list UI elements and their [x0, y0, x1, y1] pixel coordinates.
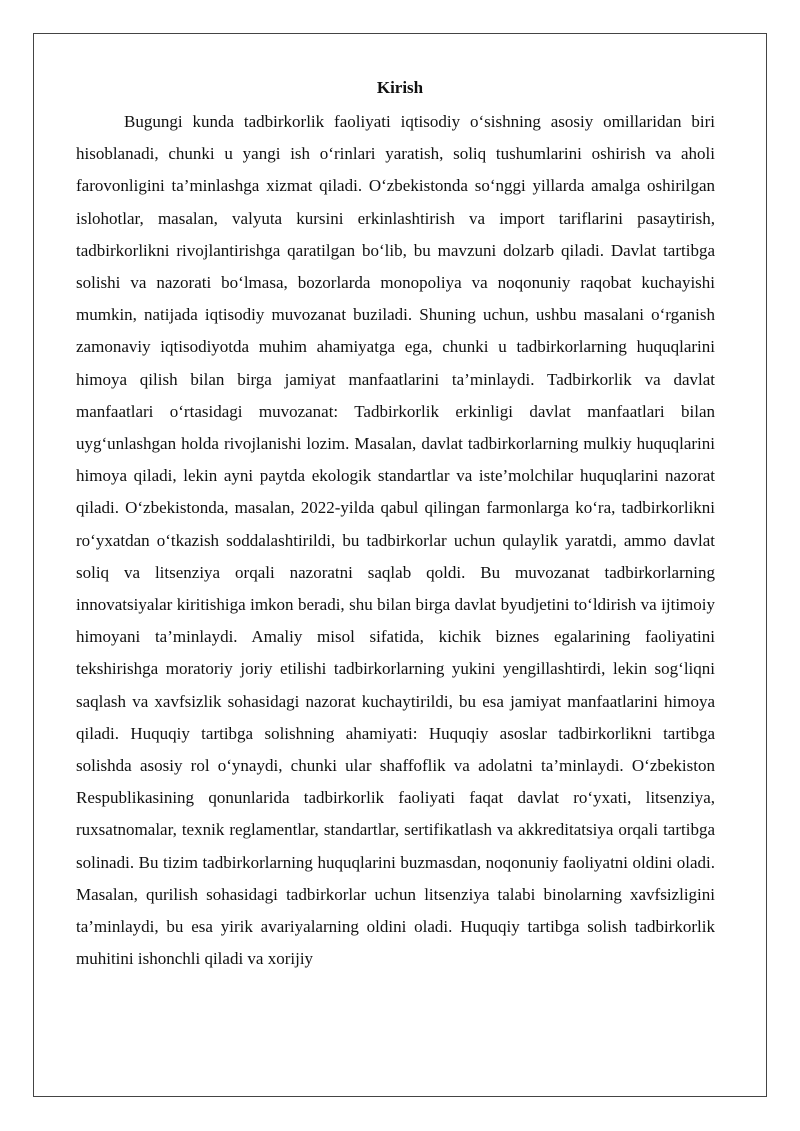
- document-title: Kirish: [376, 78, 424, 97]
- body-paragraph: Bugungi kunda tadbirkorlik faoliyati iqtisodiy o‘sishning asosiy omillaridan biri hisoblanadi, chunki u yangi ish o‘rinlari yaratish, soliq tushumlarini oshirish va aholi farovonligini ta’minlashga xizmat qiladi. O‘zbekistonda so‘nggi yillarda amalga oshirilgan islohotlar, masalan, valyuta kursini erkinlashtirish va import tariflarini pasaytirish, tadbirkorlikni rivojlantirishga qaratilgan bo‘lib, bu mavzuni dolzarb qiladi. Davlat tartibga solishi va nazorati bo‘lmasa, bozorlarda monopoliya va noqonuniy raqobat kuchayishi mumkin, natijada iqtisodiy muvozanat buziladi. Shuning uchun, ushbu masalani o‘rganish zamonaviy iqtisodiyotda muhim ahamiyatga ega, chunki u tadbirkorlarning huquqlarini himoya qilish bilan birga jamiyat manfaatlarini ta’minlaydi. Tadbirkorlik va davlat manfaatlari o‘rtasidagi muvozanat: Tadbirkorlik erkinligi davlat manfaatlari bilan uyg‘unlashgan holda rivojlanishi lozim. Masalan, davlat tadbirkorlarning mulkiy huquqlarini himoya qiladi, lekin ayni paytda ekologik standartlar va iste’molchilar huquqlarini nazorat qiladi. O‘zbekistonda, masalan, 2022-yilda qabul qilingan farmonlarga ko‘ra, tadbirkorlikni ro‘yxatdan o‘tkazish soddalashtirildi, bu tadbirkorlar uchun qulaylik yaratdi, ammo davlat soliq va litsenziya orqali nazoratni saqlab qoldi. Bu muvozanat tadbirkorlarning innovatsiyalar kiritishiga imkon beradi, shu bilan birga davlat byudjetini to‘ldirish va ijtimoiy himoyani ta’minlaydi. Amaliy misol sifatida, kichik biznes egalarining faoliyatini tekshirishga moratoriy joriy etilishi tadbirkorlarning yukini yengillashtirdi, lekin sog‘liqni saqlash va xavfsizlik sohasidagi nazorat kuchaytirildi, bu esa jamiyat manfaatlarini himoya qiladi. Huquqiy tartibga solishning ahamiyati: Huquqiy asoslar tadbirkorlikni tartibga solishda asosiy rol o‘ynaydi, chunki ular shaffoflik va adolatni ta’minlaydi. O‘zbekiston Respublikasining qonunlarida tadbirkorlik faoliyati faqat davlat ro‘yxati, litsenziya, ruxsatnomalar, texnik reglamentlar, standartlar, sertifikatlash va akkreditatsiya orqali tartibga solinadi. Bu tizim tadbirkorlarning huquqlarini buzmasdan, noqonuniy faoliyatni oldini oladi. Masalan, qurilish sohasidagi tadbirkorlar uchun litsenziya talabi binolarning xavfsizligini ta’minlaydi, bu esa yirik avariyalarning oldini oladi. Huquqiy tartibga solish tadbirkorlik muhitini ishonchli qiladi va xorijiy: [76, 112, 715, 969]
- document-page: [33, 33, 767, 1097]
